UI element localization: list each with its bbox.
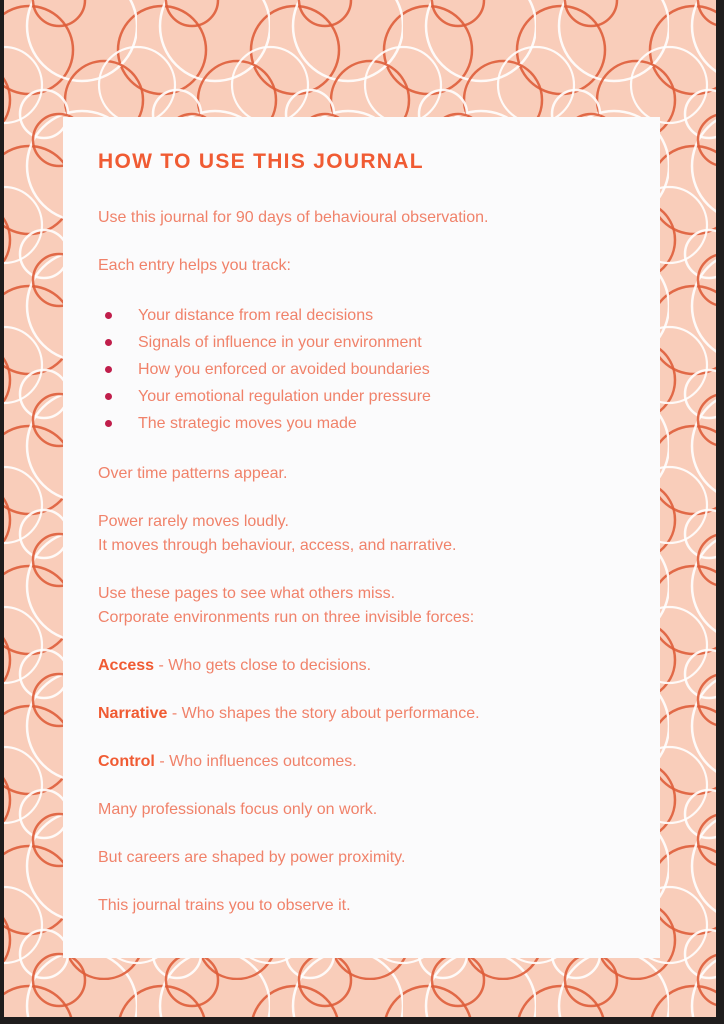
force-label: Control bbox=[98, 753, 155, 770]
bullet-dot bbox=[105, 393, 112, 400]
force-desc: - Who influences outcomes. bbox=[159, 753, 357, 770]
paragraph-careers: But careers are shaped by power proximity. bbox=[98, 849, 406, 866]
track-list-item bbox=[98, 410, 625, 437]
intro-text: Use this journal for 90 days of behavioural observation. bbox=[98, 209, 489, 226]
force-desc: - Who gets close to decisions. bbox=[158, 657, 372, 674]
track-list bbox=[98, 302, 625, 437]
force-desc: - Who shapes the story about performance. bbox=[171, 705, 480, 722]
paragraph-line: Corporate environments run on three invisible forces: bbox=[98, 609, 475, 626]
force-control bbox=[98, 750, 625, 774]
track-list-item bbox=[98, 329, 625, 356]
track-list-item bbox=[98, 356, 625, 383]
paragraph-line: Use these pages to see what others miss. bbox=[98, 585, 396, 602]
bullet-dot bbox=[105, 339, 112, 346]
paragraph-power bbox=[98, 510, 625, 558]
page-title: HOW TO USE THIS JOURNAL bbox=[98, 150, 424, 173]
paragraph-pages bbox=[98, 582, 625, 630]
force-narrative bbox=[98, 702, 625, 726]
track-item-label: The strategic moves you made bbox=[138, 414, 357, 432]
paragraph-line: It moves through behaviour, access, and narrative. bbox=[98, 537, 457, 554]
bullet-dot bbox=[105, 312, 112, 319]
force-access bbox=[98, 654, 625, 678]
bullet-dot bbox=[105, 366, 112, 373]
track-list-item bbox=[98, 383, 625, 410]
track-list-item bbox=[98, 302, 625, 329]
paragraph-observe: This journal trains you to observe it. bbox=[98, 897, 351, 914]
track-item-label: Your emotional regulation under pressure bbox=[138, 387, 431, 405]
track-item-label: Your distance from real decisions bbox=[138, 306, 374, 324]
track-heading: Each entry helps you track: bbox=[98, 257, 291, 274]
bullet-dot bbox=[105, 420, 112, 427]
paragraph-line: Power rarely moves loudly. bbox=[98, 513, 289, 530]
track-item-label: Signals of influence in your environment bbox=[138, 333, 422, 351]
journal-page bbox=[4, 0, 716, 1017]
force-label: Narrative bbox=[98, 705, 168, 722]
content-card bbox=[63, 117, 660, 958]
track-item-label: How you enforced or avoided boundaries bbox=[138, 360, 430, 378]
force-label: Access bbox=[98, 657, 155, 674]
paragraph-patterns: Over time patterns appear. bbox=[98, 465, 288, 482]
paragraph-focus: Many professionals focus only on work. bbox=[98, 801, 378, 818]
